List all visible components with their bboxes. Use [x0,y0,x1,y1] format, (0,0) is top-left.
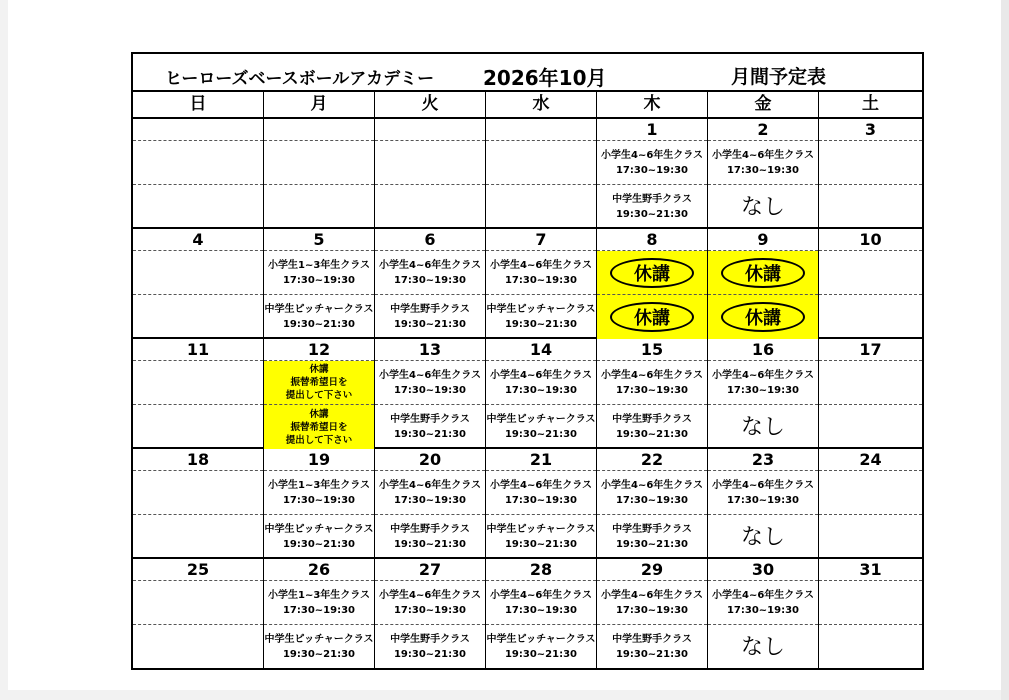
schedule-slot [708,141,818,185]
schedule-slot [597,141,707,185]
class-time: 17:30~19:30 [393,384,467,396]
day-number [486,119,596,141]
calendar-day-cell [597,229,708,337]
schedule-slot [264,185,374,229]
calendar-week-row [133,339,922,449]
weekday-header-cell: 土 [862,94,879,114]
cancellation-notice-line: 振替希望日を [290,377,348,388]
class-name: 小学生1~3年生クラス [268,589,370,601]
weekday-header-cell: 水 [486,92,597,117]
cancelled-badge: 休講 [721,258,805,288]
day-number: 5 [264,229,374,251]
schedule-slot [819,251,922,295]
day-number: 11 [133,339,263,361]
class-name: 中学生野手クラス [390,634,470,645]
schedule-slot [264,251,374,295]
schedule-slot [486,361,596,405]
schedule-slot [708,625,818,669]
class-time: 17:30~19:30 [726,494,800,506]
schedule-slot [133,295,263,339]
class-name: 小学生1~3年生クラス [268,259,370,271]
schedule-slot [375,185,485,229]
class-time: 17:30~19:30 [504,384,578,396]
day-number: 17 [819,339,922,361]
weekday-header-cell: 木 [597,92,708,117]
schedule-slot [486,471,596,515]
schedule-slot [133,361,263,405]
schedule-slot [819,185,922,229]
schedule-slot [597,185,707,229]
schedule-slot [597,471,707,515]
day-number: 31 [819,559,922,581]
day-number: 10 [819,229,922,251]
class-name: 中学生野手クラス [612,194,692,205]
calendar-day-cell [708,449,819,557]
schedule-slot [708,251,818,295]
class-name: 中学生ピッチャークラス [264,634,374,645]
class-name: 小学生4~6年生クラス [490,369,592,381]
class-name: 中学生野手クラス [390,304,470,315]
class-time: 17:30~19:30 [282,494,356,506]
class-name: 小学生4~6年生クラス [712,149,814,161]
calendar-week-row [133,559,922,668]
schedule-slot [819,405,922,449]
calendar-day-cell [264,119,375,227]
calendar-day-cell [375,119,486,227]
schedule-slot [597,515,707,559]
class-name: 小学生4~6年生クラス [712,589,814,601]
day-number: 26 [264,559,374,581]
schedule-slot [264,295,374,339]
day-number: 23 [708,449,818,471]
schedule-slot [708,515,818,559]
day-number: 14 [486,339,596,361]
class-time: 19:30~21:30 [282,539,356,550]
class-name: 小学生4~6年生クラス [601,479,703,491]
class-name: 中学生野手クラス [390,414,470,425]
class-time: 19:30~21:30 [282,319,356,330]
class-name: 小学生4~6年生クラス [601,589,703,601]
class-time: 19:30~21:30 [504,429,578,440]
schedule-slot [264,515,374,559]
class-time: 19:30~21:30 [282,649,356,660]
weekday-header [133,92,922,119]
schedule-slot [375,405,485,449]
schedule-slot [133,581,263,625]
calendar-day-cell [819,229,922,337]
schedule-slot [133,141,263,185]
cancellation-notice-line: 休講 [309,364,329,375]
calendar-day-cell [375,559,486,668]
calendar-day-cell [264,339,375,447]
no-class-text: なし [740,524,785,550]
day-number: 2 [708,119,818,141]
calendar-day-cell [133,229,264,337]
class-time: 17:30~19:30 [393,274,467,286]
day-number: 22 [597,449,707,471]
calendar-day-cell [819,119,922,227]
schedule-slot [133,515,263,559]
day-number: 19 [264,449,374,471]
schedule-slot [819,471,922,515]
calendar-day-cell [133,449,264,557]
day-number: 15 [597,339,707,361]
schedule-slot [133,185,263,229]
day-number: 24 [819,449,922,471]
cancellation-notice-line: 振替希望日を [290,421,348,433]
calendar-day-cell [375,339,486,447]
no-class-text: なし [740,414,785,440]
schedule-slot [597,625,707,669]
day-number: 27 [375,559,485,581]
schedule-slot [597,295,707,339]
class-name: 小学生4~6年生クラス [379,259,481,271]
schedule-slot [819,295,922,339]
calendar-day-cell [486,449,597,557]
class-name: 中学生野手クラス [612,634,692,645]
class-time: 17:30~19:30 [726,604,800,616]
class-time: 19:30~21:30 [504,649,578,660]
class-time: 19:30~21:30 [393,429,467,440]
calendar-day-cell [133,339,264,447]
class-time: 19:30~21:30 [615,429,689,440]
schedule-slot [264,141,374,185]
class-time: 19:30~21:30 [504,539,578,550]
cancelled-badge: 休講 [610,302,694,332]
calendar-day-cell [708,559,819,668]
day-number [375,119,485,141]
schedule-slot [597,405,707,449]
calendar-day-cell [264,229,375,337]
class-time: 17:30~19:30 [282,604,356,616]
class-time: 19:30~21:30 [393,649,467,660]
calendar-day-cell [819,559,922,668]
class-time: 17:30~19:30 [504,604,578,616]
schedule-slot [133,471,263,515]
schedule-slot [264,581,374,625]
schedule-label: 月間予定表 [731,66,827,88]
class-name: 小学生4~6年生クラス [601,149,703,161]
class-name: 小学生4~6年生クラス [379,479,481,491]
schedule-slot [597,581,707,625]
day-number: 7 [486,229,596,251]
day-number: 3 [819,119,922,141]
weekday-header-cell: 月 [264,92,375,117]
calendar-day-cell [375,449,486,557]
schedule-slot [133,405,263,449]
calendar-day-cell [819,449,922,557]
calendar-day-cell [486,559,597,668]
day-number: 16 [708,339,818,361]
day-number: 1 [597,119,707,141]
class-time: 17:30~19:30 [504,494,578,506]
cancelled-badge: 休講 [610,258,694,288]
schedule-slot [133,625,263,669]
day-number: 13 [375,339,485,361]
class-time: 17:30~19:30 [726,164,800,176]
academy-name: ヒーローズベースボールアカデミー [165,69,435,89]
no-class-text: なし [740,634,785,660]
class-time: 17:30~19:30 [726,384,800,396]
class-name: 中学生ピッチャークラス [264,304,374,315]
day-number: 30 [708,559,818,581]
class-name: 中学生野手クラス [612,524,692,535]
class-time: 17:30~19:30 [615,384,689,396]
calendar-day-cell [819,339,922,447]
schedule-slot [708,361,818,405]
schedule-slot [264,361,374,405]
schedule-slot [375,471,485,515]
day-number: 4 [133,229,263,251]
schedule-slot [597,361,707,405]
day-number [264,119,374,141]
calendar-day-cell [708,229,819,337]
calendar-day-cell [597,339,708,447]
class-name: 中学生ピッチャークラス [486,304,596,315]
calendar-day-cell [133,559,264,668]
schedule-slot [819,141,922,185]
schedule-slot [264,405,374,449]
calendar-day-cell [486,229,597,337]
schedule-slot [375,295,485,339]
schedule-slot [264,625,374,669]
weekday-header-cell: 日 [133,92,264,117]
day-number: 6 [375,229,485,251]
schedule-slot [486,295,596,339]
day-number: 9 [708,229,818,251]
class-name: 中学生ピッチャークラス [264,524,374,535]
class-name: 小学生4~6年生クラス [490,479,592,491]
cancellation-notice-line: 提出して下さい [285,390,353,401]
cancellation-notice-line: 提出して下さい [285,434,353,446]
schedule-slot [708,405,818,449]
calendar-week-row [133,449,922,559]
class-name: 中学生ピッチャークラス [486,634,596,645]
class-time: 19:30~21:30 [393,319,467,330]
class-name: 小学生4~6年生クラス [712,369,814,381]
scrollbar[interactable] [1001,0,1009,700]
class-name: 小学生4~6年生クラス [601,369,703,381]
day-number: 12 [264,339,374,361]
class-time: 17:30~19:30 [615,164,689,176]
class-name: 中学生野手クラス [390,524,470,535]
cancellation-notice-line: 休講 [309,408,329,420]
calendar-day-cell [486,339,597,447]
schedule-slot [264,471,374,515]
day-number: 8 [597,229,707,251]
day-number: 28 [486,559,596,581]
class-time: 17:30~19:30 [282,274,356,286]
class-name: 中学生野手クラス [612,414,692,425]
schedule-slot [375,361,485,405]
class-time: 17:30~19:30 [393,604,467,616]
schedule-slot [375,625,485,669]
calendar-day-cell [708,119,819,227]
calendar-grid [133,119,922,668]
class-time: 19:30~21:30 [504,319,578,330]
day-number: 29 [597,559,707,581]
class-name: 中学生ピッチャークラス [486,524,596,535]
schedule-slot [133,251,263,295]
class-name: 小学生4~6年生クラス [712,479,814,491]
calendar-day-cell [708,339,819,447]
class-time: 17:30~19:30 [615,494,689,506]
weekday-header-cell: 金 [708,92,819,117]
class-time: 17:30~19:30 [393,494,467,506]
schedule-slot [375,581,485,625]
schedule-slot [486,251,596,295]
class-time: 17:30~19:30 [615,604,689,616]
class-name: 小学生1~3年生クラス [268,479,370,491]
calendar-week-row [133,119,922,229]
class-time: 17:30~19:30 [504,274,578,286]
schedule-slot [708,185,818,229]
document-page [8,0,1001,690]
schedule-slot [708,471,818,515]
class-time: 19:30~21:30 [615,209,689,220]
calendar-day-cell [264,449,375,557]
day-number [133,119,263,141]
schedule-slot [375,515,485,559]
class-name: 小学生4~6年生クラス [379,369,481,381]
calendar-day-cell [133,119,264,227]
day-number: 20 [375,449,485,471]
calendar-day-cell [597,119,708,227]
cancelled-badge: 休講 [721,302,805,332]
day-number: 21 [486,449,596,471]
calendar-day-cell [597,559,708,668]
schedule-slot [375,141,485,185]
schedule-slot [819,515,922,559]
title-row [133,54,922,92]
day-number: 25 [133,559,263,581]
calendar-day-cell [264,559,375,668]
no-class-text: なし [740,194,785,220]
schedule-slot [486,515,596,559]
day-number: 18 [133,449,263,471]
class-time: 19:30~21:30 [615,649,689,660]
class-time: 19:30~21:30 [615,539,689,550]
schedule-slot [819,625,922,669]
schedule-slot [819,361,922,405]
weekday-header-cell: 火 [375,92,486,117]
schedule-slot [486,141,596,185]
calendar-day-cell [375,229,486,337]
monthly-calendar [131,52,924,670]
schedule-slot [597,251,707,295]
schedule-slot [375,251,485,295]
class-name: 小学生4~6年生クラス [490,589,592,601]
calendar-month: 2026年10月 [483,66,607,90]
class-time: 19:30~21:30 [393,539,467,550]
schedule-slot [708,295,818,339]
schedule-slot [486,625,596,669]
schedule-slot [819,581,922,625]
calendar-day-cell [597,449,708,557]
class-name: 小学生4~6年生クラス [379,589,481,601]
schedule-slot [708,581,818,625]
class-name: 中学生ピッチャークラス [486,414,596,425]
calendar-day-cell [486,119,597,227]
schedule-slot [486,581,596,625]
class-name: 小学生4~6年生クラス [490,259,592,271]
schedule-slot [486,185,596,229]
schedule-slot [486,405,596,449]
calendar-week-row [133,229,922,339]
